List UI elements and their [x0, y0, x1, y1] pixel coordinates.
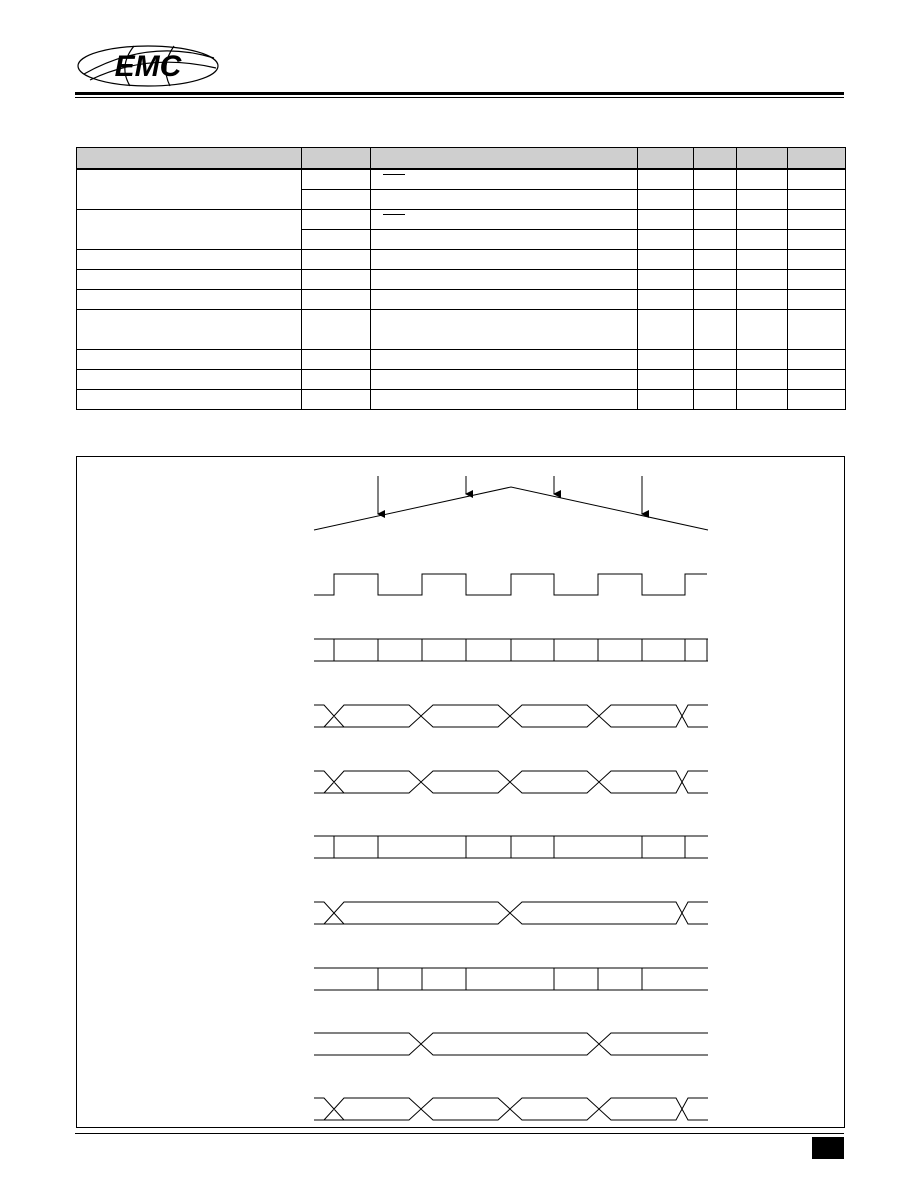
bus-waveform: [314, 705, 708, 727]
bus-waveform: [314, 1098, 708, 1120]
table-cell: [77, 210, 302, 250]
table-row: [77, 370, 846, 390]
table-cell: [371, 210, 638, 230]
table-row: [77, 250, 846, 270]
table-row: [77, 290, 846, 310]
col-max: [737, 148, 788, 170]
clock-waveform: [314, 574, 707, 595]
table-row: [77, 350, 846, 370]
timing-diagram-svg: [77, 457, 844, 1127]
col-min: [638, 148, 694, 170]
col-unit: [788, 148, 846, 170]
col-parameter: [77, 148, 302, 170]
table-row: [77, 169, 846, 190]
table-cell: [302, 169, 371, 190]
bus-waveform: [314, 1033, 708, 1055]
segment-waveform: [314, 639, 708, 661]
spec-table: [76, 147, 846, 410]
col-typ: [694, 148, 737, 170]
footer-rule: [75, 1133, 844, 1134]
emc-logo: [74, 44, 220, 88]
table-header-row: [77, 148, 846, 170]
table-row: [77, 270, 846, 290]
header-rule: [75, 92, 844, 95]
col-symbol: [302, 148, 371, 170]
segment-waveform: [314, 968, 708, 990]
timing-diagram: [76, 456, 845, 1128]
col-condition: [371, 148, 638, 170]
table-cell: [371, 169, 638, 190]
logo-text: EMC: [114, 50, 182, 83]
overbar-mark: [383, 174, 405, 181]
bus-waveform: [314, 902, 708, 924]
table-row: [77, 210, 846, 230]
ramp-waveform: [314, 476, 708, 530]
table-cell: [77, 169, 302, 210]
table-row: [77, 310, 846, 350]
header-rule-thin: [75, 97, 844, 98]
table-row: [77, 390, 846, 410]
overbar-mark: [383, 214, 405, 221]
bus-waveform: [314, 771, 708, 793]
page-number-box: [812, 1137, 844, 1159]
segment-waveform: [314, 836, 708, 858]
